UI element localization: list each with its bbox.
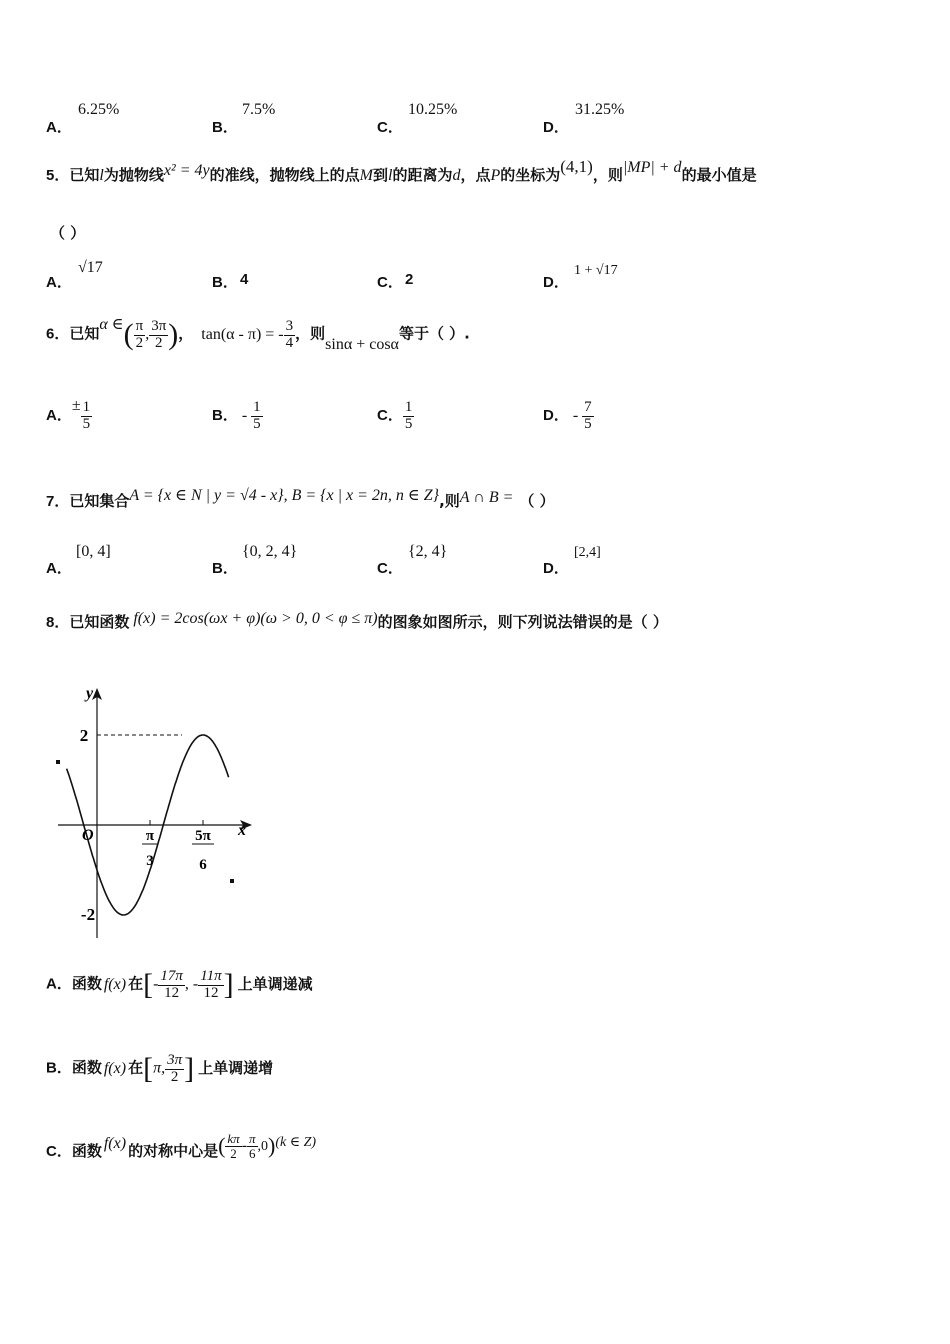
tick1-numerator: π	[145, 828, 155, 844]
q6-option-d-frac: $\frac{7}{5}$	[584, 399, 592, 432]
q5-option-b-value: 4	[240, 271, 249, 288]
q6-option-a-sign: ±	[71, 396, 81, 414]
q8-stem	[46, 611, 668, 632]
y-min-label: -2	[80, 905, 96, 924]
q8-option-c-p: $\frac{\pi}{6}$	[249, 1131, 256, 1161]
q5-option-a-label: A．	[46, 274, 72, 291]
q8-function: f(x) = 2cos(ωx + φ)(ω > 0, 0 < φ ≤ π)	[133, 610, 378, 627]
q8-option-c-text-2: 的对称中心是	[128, 1141, 219, 1160]
q7-option-c-value: {2, 4}	[408, 543, 448, 560]
q4-option-c-value: 10.25%	[408, 101, 458, 118]
q6-stem: 6．已知α ∈( $\frac{\pi}{2}$ , $\frac{3\pi}{2}$ )， tan(α - π) = - $\frac{3}{4}$ ，则sinα + cosα等于（ ）.	[46, 315, 470, 353]
q5-option-c-label: C．	[377, 274, 403, 291]
q8-number: 8．	[46, 614, 70, 631]
q8-option-a-f: f(x)	[103, 975, 127, 993]
q8-option-a-right: $\frac{11\pi}{12}$	[200, 967, 222, 1001]
q7-stem	[46, 487, 555, 511]
q6-option-d-label: D．	[543, 406, 569, 424]
q5-expr: |MP| + d	[622, 159, 682, 176]
q8-option-a-left: $\frac{17\pi}{12}$	[160, 967, 183, 1001]
q7-intersection: A ∩ B =	[459, 489, 514, 506]
q7-option-a-value: [0, 4]	[76, 543, 111, 560]
q6-option-a	[46, 396, 92, 433]
q6-option-b-label: B．	[212, 406, 238, 424]
tick1-denominator: 3	[146, 853, 154, 869]
q5-point-p: P	[490, 167, 501, 184]
tick2-numerator: 5π	[195, 828, 211, 844]
q8-option-c-label: C．	[46, 1142, 72, 1160]
q5-text-5: 的距离为	[392, 166, 453, 184]
q8-option-b-f: f(x)	[103, 1059, 127, 1077]
q8-option-a-text-2: 在	[128, 974, 144, 993]
curve-right-endpoint	[230, 879, 234, 883]
q7-number: 7．	[46, 493, 70, 510]
q5-text-6: ，点	[460, 166, 491, 184]
q5-l-2: l	[387, 167, 393, 184]
q8-option-b-text-2: 在	[128, 1058, 144, 1077]
q7-option-d-value: [2,4]	[574, 545, 601, 560]
q5-text-3: 的准线，抛物线上的点	[209, 166, 360, 184]
q5-stem	[46, 157, 757, 185]
y-max-label: 2	[79, 726, 89, 745]
q5-text-8: ，则	[592, 166, 623, 184]
q7-answer-paren: （ ）	[519, 492, 555, 510]
q5-l-1: l	[99, 167, 104, 184]
q7-text-1: 已知集合	[69, 492, 130, 510]
q8-option-a-text-3: 上单调递减	[237, 974, 313, 993]
q8-option-b-label: B．	[46, 1059, 72, 1077]
q5-number: 5．	[46, 167, 70, 184]
q5-option-a-value: √17	[78, 259, 103, 276]
q7-text-2: ,则	[439, 492, 460, 510]
q6-interval-high: $\frac{3\pi}{2}$	[151, 317, 167, 351]
q6-option-b	[212, 400, 263, 433]
q6-text-2: ，则	[295, 324, 326, 343]
q6-option-b-sign: -	[241, 406, 248, 424]
q6-option-c-frac: $\frac{1}{5}$	[404, 399, 413, 432]
q6-comma: ，	[178, 324, 194, 343]
q8-option-b-pi: π,	[153, 1059, 166, 1077]
q8-option-c-kz: (k ∈ Z)	[275, 1134, 317, 1150]
q5-option-c-value: 2	[405, 271, 414, 288]
q5-d: d	[452, 167, 461, 184]
q7-option-b-value: {0, 2, 4}	[242, 543, 298, 560]
q6-sincos: sinα + cosα	[325, 335, 399, 353]
q6-tan-value: $\frac{3}{4}$	[285, 317, 294, 351]
q8-option-b: B．函数 f(x) 在[π, $\frac{3\pi}{2}$ ] 上单调递增	[46, 1051, 274, 1085]
q8-graph	[40, 680, 270, 950]
q7-option-c-label: C．	[377, 560, 403, 577]
q5-text-4: 到	[372, 166, 388, 184]
q5-parabola-eq: x² = 4y	[163, 162, 210, 179]
q6-option-c	[377, 400, 414, 433]
q8-option-c: C．函数 f(x) 的对称中心是( $\frac{k\pi}{2}$ - $\frac{\pi}{6}$ ,0)(k ∈ Z)	[46, 1131, 317, 1161]
q5-coord: (4,1)	[560, 157, 593, 176]
origin-label: O	[82, 827, 94, 844]
q6-option-d-sign: -	[572, 406, 579, 424]
q8-option-a: A．函数 f(x) 在[- $\frac{17\pi}{12}$ , - $\frac{11\pi}{12}$ ] 上单调递减	[46, 967, 313, 1001]
q8-option-c-text-1: 函数	[71, 1141, 102, 1160]
q5-text-7: 的坐标为	[500, 166, 561, 184]
q6-text-1: 已知	[69, 324, 100, 343]
q7-option-d-label: D．	[543, 560, 569, 577]
q8-option-c-k: $\frac{k\pi}{2}$	[227, 1131, 240, 1161]
curve-left-endpoint	[56, 760, 60, 764]
q5-option-d-value: 1 + √17	[574, 263, 618, 278]
q8-option-a-text-1: 函数	[71, 974, 102, 993]
q4-option-a-value: 6.25%	[78, 101, 120, 118]
q5-option-b-label: B．	[212, 274, 238, 291]
q8-option-b-text-1: 函数	[71, 1058, 102, 1077]
q8-option-c-zero: ,0	[257, 1138, 269, 1154]
q6-option-c-label: C．	[377, 406, 403, 424]
q6-text-3: 等于（ ）.	[398, 324, 470, 343]
q5-text-9: 的最小值是	[681, 166, 757, 184]
q6-option-b-frac: $\frac{1}{5}$	[253, 399, 261, 432]
y-axis-label: y	[86, 685, 94, 702]
q5-text-2: 为抛物线	[103, 166, 164, 184]
q8-option-a-label: A．	[46, 975, 72, 993]
q7-sets: A = {x ∈ N | y = √4 - x}, B = {x | x = 2n, n ∈ Z}	[129, 487, 440, 504]
q6-alpha-in: α ∈	[99, 315, 124, 333]
x-axis-label: x	[238, 822, 246, 839]
q4-option-c-label: C．	[377, 119, 403, 136]
q8-option-b-text-3: 上单调递增	[198, 1058, 274, 1077]
q7-option-a-label: A．	[46, 560, 72, 577]
q5-point-m: M	[359, 167, 373, 184]
q5-answer-paren: （ ）	[50, 224, 86, 242]
q5-text-1: 已知	[69, 166, 100, 184]
q6-number: 6．	[46, 325, 70, 343]
q4-option-b-label: B．	[212, 119, 238, 136]
q6-interval-low: $\frac{\pi}{2}$	[135, 317, 144, 351]
q8-text-1: 已知函数	[69, 613, 130, 631]
q4-option-a-label: A．	[46, 119, 72, 136]
q8-option-c-f: f(x)	[103, 1134, 127, 1152]
q4-option-b-value: 7.5%	[242, 101, 276, 118]
q7-option-b-label: B．	[212, 560, 238, 577]
q4-option-d-value: 31.25%	[575, 101, 625, 118]
q8-option-b-right: $\frac{3\pi}{2}$	[167, 1051, 183, 1085]
q6-tan-expr: tan(α - π) = -	[201, 325, 284, 343]
q6-option-d	[543, 400, 594, 433]
q6-option-a-frac: $\frac{1}{5}$	[82, 399, 91, 432]
q4-option-d-label: D．	[543, 119, 569, 136]
q6-option-a-label: A．	[46, 406, 72, 424]
q8-text-2: 的图象如图所示，则下列说法错误的是（ ）	[377, 613, 668, 631]
q5-option-d-label: D．	[543, 274, 569, 291]
tick2-denominator: 6	[199, 857, 207, 873]
